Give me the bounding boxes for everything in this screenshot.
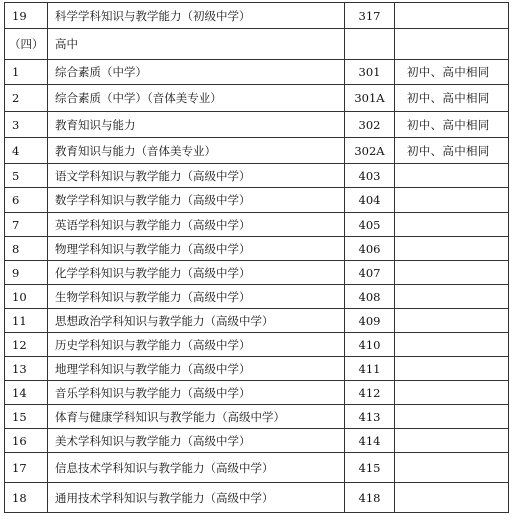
subject-note: 初中、高中相同 [395,112,509,138]
subject-code: 408 [345,285,395,309]
row-number: 6 [5,188,48,213]
subject-name: 教育知识与能力 [48,112,345,138]
subject-note: 初中、高中相同 [395,85,509,112]
subject-code: 406 [345,237,395,261]
subject-code: 414 [345,429,395,453]
table-row [5,85,509,112]
subject-note [395,285,509,309]
table-row [5,333,509,357]
table-row [5,213,509,237]
subject-name: 英语学科知识与教学能力（高级中学） [48,213,345,237]
table-row [5,261,509,285]
section-empty-cell [345,29,395,60]
table-row [5,381,509,405]
subject-name: 物理学科知识与教学能力（高级中学） [48,237,345,261]
subject-name: 思想政治学科知识与教学能力（高级中学） [48,309,345,333]
row-number: 14 [5,381,48,405]
subject-code: 409 [345,309,395,333]
subject-code: 412 [345,381,395,405]
row-number: 12 [5,333,48,357]
row-number: 4 [5,138,48,164]
subject-code: 415 [345,453,395,483]
subject-name: 通用技术学科知识与教学能力（高级中学） [48,483,345,513]
subject-name: 综合素质（中学） [48,60,345,85]
subject-code: 302 [345,112,395,138]
row-number: 5 [5,164,48,188]
subject-note [395,429,509,453]
subject-note [395,405,509,429]
row-number: 3 [5,112,48,138]
subject-name: 化学学科知识与教学能力（高级中学） [48,261,345,285]
subject-note [395,188,509,213]
row-number: 1 [5,60,48,85]
subject-code: 405 [345,213,395,237]
row-number: 17 [5,453,48,483]
subject-code: 317 [345,3,395,29]
subject-name: 音乐学科知识与教学能力（高级中学） [48,381,345,405]
subject-note [395,381,509,405]
subject-note [395,261,509,285]
table-row [5,112,509,138]
section-title: 高中 [48,29,345,60]
subject-name: 生物学科知识与教学能力（高级中学） [48,285,345,309]
subject-code: 301 [345,60,395,85]
subject-note [395,3,509,29]
row-number: 9 [5,261,48,285]
subject-note [395,483,509,513]
table-row [5,429,509,453]
subject-note [395,164,509,188]
subject-note [395,237,509,261]
subject-name: 数学学科知识与教学能力（高级中学） [48,188,345,213]
table-row [5,453,509,483]
row-number: 7 [5,213,48,237]
subject-name: 美术学科知识与教学能力（高级中学） [48,429,345,453]
section-empty-cell [395,29,509,60]
subject-code: 404 [345,188,395,213]
table-row [5,3,509,29]
exam-subject-table-page [4,2,508,513]
table-row [5,405,509,429]
subject-code: 407 [345,261,395,285]
table-row [5,60,509,85]
subject-code: 403 [345,164,395,188]
table-row [5,188,509,213]
row-number: 8 [5,237,48,261]
table-row [5,285,509,309]
subject-code: 301A [345,85,395,112]
table-row [5,164,509,188]
subject-note: 初中、高中相同 [395,60,509,85]
table-row [5,309,509,333]
subject-name: 地理学科知识与教学能力（高级中学） [48,357,345,381]
subject-code: 413 [345,405,395,429]
subject-name: 教育知识与能力（音体美专业） [48,138,345,164]
subject-note [395,309,509,333]
subject-name: 语文学科知识与教学能力（高级中学） [48,164,345,188]
subject-note [395,333,509,357]
section-header-row [5,29,509,60]
subject-name: 体育与健康学科知识与教学能力（高级中学） [48,405,345,429]
table-row [5,138,509,164]
table-body [5,3,509,513]
row-number: 11 [5,309,48,333]
row-number: 19 [5,3,48,29]
subject-code: 302A [345,138,395,164]
subject-note: 初中、高中相同 [395,138,509,164]
row-number: 10 [5,285,48,309]
subject-note [395,453,509,483]
subject-code: 418 [345,483,395,513]
subject-name: 历史学科知识与教学能力（高级中学） [48,333,345,357]
subject-code: 411 [345,357,395,381]
exam-subject-table [4,2,509,513]
row-number: 16 [5,429,48,453]
section-number: （四） [5,29,48,60]
row-number: 13 [5,357,48,381]
table-row [5,237,509,261]
subject-name: 信息技术学科知识与教学能力（高级中学） [48,453,345,483]
subject-note [395,357,509,381]
row-number: 2 [5,85,48,112]
subject-name: 科学学科知识与教学能力（初级中学） [48,3,345,29]
table-row [5,357,509,381]
row-number: 18 [5,483,48,513]
subject-code: 410 [345,333,395,357]
subject-name: 综合素质（中学）（音体美专业） [48,85,345,112]
subject-note [395,213,509,237]
row-number: 15 [5,405,48,429]
table-row [5,483,509,513]
